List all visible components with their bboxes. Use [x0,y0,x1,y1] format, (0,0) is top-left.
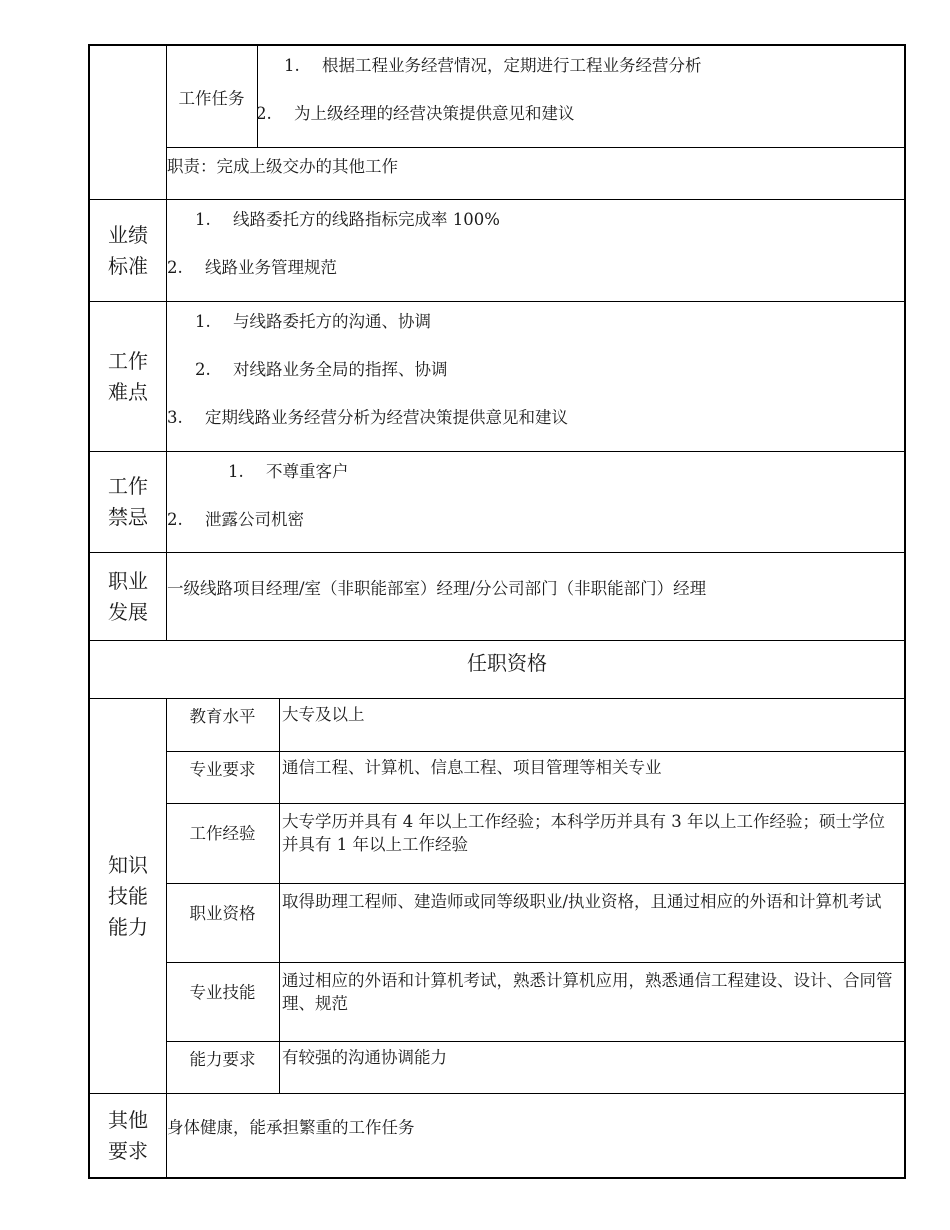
task-item-2: 2. 为上级经理的经营决策提供意见和建议 [256,104,575,123]
qual-label-experience: 工作经验 [166,804,280,883]
difficulty-label: 工作 难点 [90,302,167,451]
performance-label: 业绩 标准 [90,200,167,301]
task-item-1: 1. 根据工程业务经营情况，定期进行工程业务经营分析 [284,56,702,75]
performance-item-1: 1. 线路委托方的线路指标完成率 100% [195,210,500,229]
qual-value-major: 通信工程、计算机、信息工程、项目管理等相关专业 [282,758,662,777]
taboo-item-1: 1. 不尊重客户 [228,462,349,481]
job-description-table [88,44,906,1179]
career-label: 职业 发展 [90,553,167,640]
taboo-label: 工作 禁忌 [90,452,167,552]
qual-label-skills: 专业技能 [166,963,280,1041]
difficulty-item-2: 2. 对线路业务全局的指挥、协调 [195,360,448,379]
qualification-title: 任职资格 [467,651,547,675]
qual-value-experience: 大专学历并具有 4 年以上工作经验；本科学历并具有 3 年以上工作经验；硕士学位并具有 1 年以上工作经验 [282,812,885,854]
qual-row-certification [166,883,904,962]
taboo-section [90,451,904,552]
qual-value-ability: 有较强的沟通协调能力 [282,1048,447,1067]
qual-label-major: 专业要求 [166,752,280,803]
qual-value-skills: 通过相应的外语和计算机考试，熟悉计算机应用，熟悉通信工程建设、设计、合同管理、规范 [282,971,893,1013]
other-text: 身体健康，能承担繁重的工作任务 [167,1118,415,1137]
career-section [90,552,904,640]
tasks-sub-label: 工作任务 [166,46,258,147]
other-section [90,1093,904,1177]
difficulty-item-3: 3. 定期线路业务经营分析为经营决策提供意见和建议 [167,408,568,427]
duty-text: 职责：完成上级交办的其他工作 [167,157,398,176]
qual-row-education [166,699,904,751]
qual-row-experience [166,803,904,883]
qual-value-certification: 取得助理工程师、建造师或同等级职业/执业资格，且通过相应的外语和计算机考试 [282,892,882,911]
career-text: 一级线路项目经理/室（非职能部室）经理/分公司部门（非职能部门）经理 [167,579,707,598]
difficulty-item-1: 1. 与线路委托方的沟通、协调 [195,312,431,331]
knowledge-section [90,698,904,1093]
qual-value-education: 大专及以上 [282,705,365,724]
other-label: 其他 要求 [90,1094,167,1177]
qual-label-certification: 职业资格 [166,884,280,962]
performance-section [90,199,904,301]
qual-label-education: 教育水平 [166,699,280,751]
knowledge-label: 知识 技能 能力 [90,699,167,1093]
qual-row-ability [166,1041,904,1094]
qualification-header [90,640,904,698]
tasks-label-cell [90,46,167,199]
qual-row-major [166,751,904,803]
tasks-section [90,46,904,199]
taboo-item-2: 2. 泄露公司机密 [167,510,304,529]
performance-item-2: 2. 线路业务管理规范 [167,258,337,277]
qual-row-skills [166,962,904,1041]
difficulty-section [90,301,904,451]
tasks-divider [166,147,904,148]
qual-label-ability: 能力要求 [166,1042,280,1094]
